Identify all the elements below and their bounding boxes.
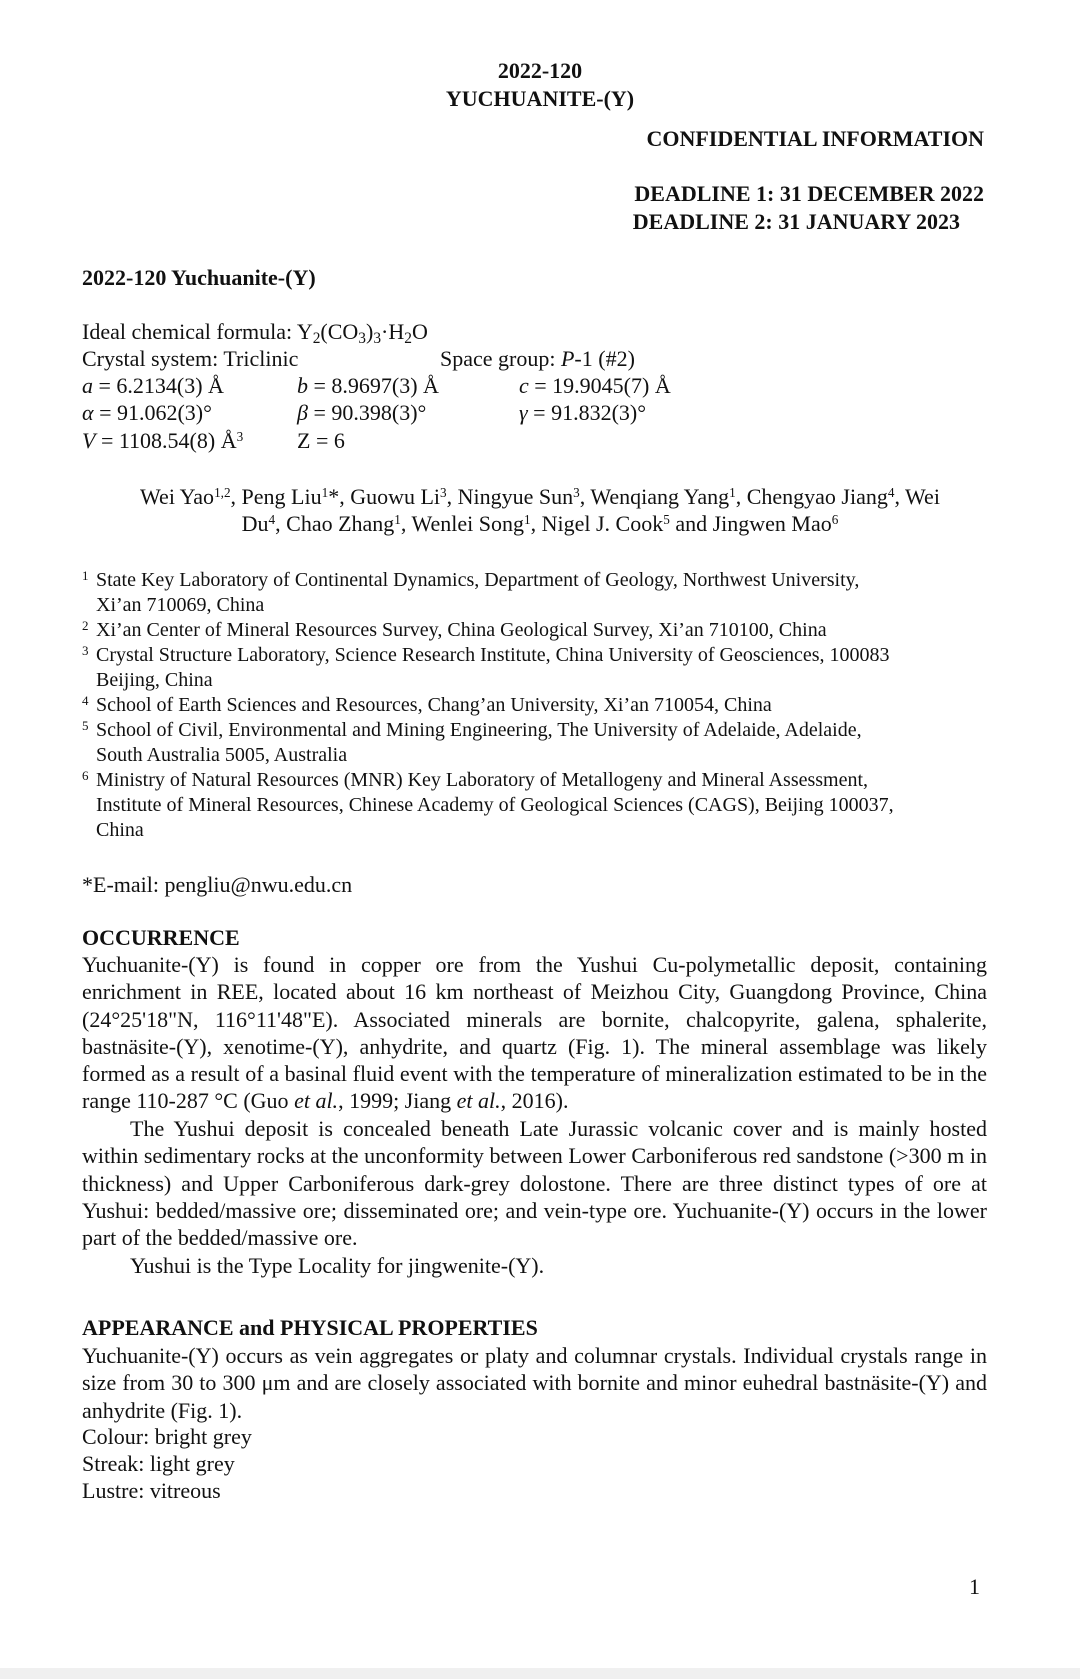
cell-param-alpha: α = 91.062(3)° — [82, 400, 212, 425]
cell-param-beta: β = 90.398(3)° — [297, 400, 427, 425]
authors-line-1: Wei Yao$^{1,2}$, Peng Liu$^1$*, Guowu Li$^3$, Ningyue Sun$^3$, Wenqiang Yang$^1$, Chengyao Jiang$^4$, Wei — [140, 484, 940, 509]
crystal-system: Crystal system: Triclinic — [82, 346, 299, 371]
cell-volume: V = 1108.54(8) $Å^3$ — [82, 428, 244, 453]
header-mineral-name: YUCHUANITE-(Y) — [445, 86, 635, 111]
affiliation-1: 1 State Key Laboratory of Continental Dynamics, Department of Geology, Northwest University, Xi’an 710069, China — [82, 568, 860, 616]
occurrence-paragraph-2: The Yushui deposit is concealed beneath Late Jurassic volcanic cover and is mainly hosted within sedimentary rocks at the unconformity between Lower Carboniferous red sandstone (>300 m in thickness) and Upper Carboniferous dark-grey dolostone. There are three distinct types of ore at Yushui: bedded/massive ore; disseminated ore; and vein-type ore. Yuchuanite-(Y) occurs in the lower part of the bedded/massive ore. — [82, 1116, 987, 1251]
deadline-2: DEADLINE 2: 31 JANUARY 2023 — [632, 209, 960, 234]
cell-param-c: c = 19.9045(7) Å — [519, 373, 671, 398]
affiliation-2: 2 Xi’an Center of Mineral Resources Survey, China Geological Survey, Xi’an 710100, China — [82, 618, 827, 641]
occurrence-paragraph-3: Yushui is the Type Locality for jingwenite-(Y). — [130, 1253, 545, 1278]
affiliations-list — [82, 568, 987, 843]
cell-param-b: b = 8.9697(3) Å — [297, 373, 439, 398]
page-number: 1 — [969, 1574, 980, 1599]
authors-line-2: Du$^4$, Chao Zhang$^1$, Wenlei Song$^1$, Nigel J. Cook$^5$ and Jingwen Mao$^6$ — [241, 511, 839, 536]
appearance-paragraph: Yuchuanite-(Y) occurs as vein aggregates or platy and columnar crystals. Individual crystals range in size from 30 to 300 μm and are closely associated with bornite and minor euhedral bastnäsite-(Y) and anhydrite (Fig. 1). — [82, 1343, 987, 1423]
email: *E-mail: pengliu@nwu.edu.cn — [82, 872, 353, 897]
section-title: 2022-120 Yuchuanite-(Y) — [82, 265, 316, 290]
cell-param-a: a = 6.2134(3) Å — [82, 373, 224, 398]
occurrence-paragraph-1: Yuchuanite-(Y) is found in copper ore from the Yushui Cu-polymetallic deposit, containing enrichment in REE, located about 16 km northeast of Meizhou City, Guangdong Province, China (24°25'18"N, 116°11'48"E). Associated minerals are bornite, chalcopyrite, galena, sphalerite, bastnäsite-(Y), xenotime-(Y), anhydrite, and quartz (Fig. 1). The mineral assemblage was likely formed as a result of a basinal fluid event with the temperature of mineralization estimated to be in the range 110-287 °C (Guo et al., 1999; Jiang et al., 2016). — [82, 952, 987, 1114]
z-value: Z = 6 — [297, 428, 345, 453]
appearance-heading: APPEARANCE and PHYSICAL PROPERTIES — [82, 1315, 538, 1340]
cell-param-gamma: γ = 91.832(3)° — [519, 400, 647, 425]
header-id: 2022-120 — [497, 58, 583, 83]
affiliation-4: 4 School of Earth Sciences and Resources, Chang’an University, Xi’an 710054, China — [82, 693, 772, 716]
property-lustre: Lustre: vitreous — [82, 1478, 221, 1503]
occurrence-heading: OCCURRENCE — [82, 925, 240, 950]
property-streak: Streak: light grey — [82, 1451, 235, 1476]
space-group: Space group: P-1 (#2) — [440, 346, 635, 371]
viewer-bottom-edge — [0, 1668, 1080, 1679]
affiliation-5: 5 School of Civil, Environmental and Mining Engineering, The University of Adelaide, Adelaide, South Australia 5005, Australia — [82, 718, 862, 766]
affiliation-3: 3 Crystal Structure Laboratory, Science Research Institute, China University of Geosciences, 100083 Beijing, China — [82, 643, 890, 691]
deadline-1: DEADLINE 1: 31 DECEMBER 2022 — [634, 181, 984, 206]
confidential-label: CONFIDENTIAL INFORMATION — [646, 126, 984, 151]
affiliation-6: 6 Ministry of Natural Resources (MNR) Key Laboratory of Metallogeny and Mineral Assessment, Institute of Mineral Resources, Chinese Academy of Geological Sciences (CAGS), Beijing 100037, China — [82, 768, 894, 841]
chemical-formula: Ideal chemical formula: $Y_2(CO_3)_3\cdot H_2O$ — [82, 319, 428, 347]
property-colour: Colour: bright grey — [82, 1424, 252, 1449]
